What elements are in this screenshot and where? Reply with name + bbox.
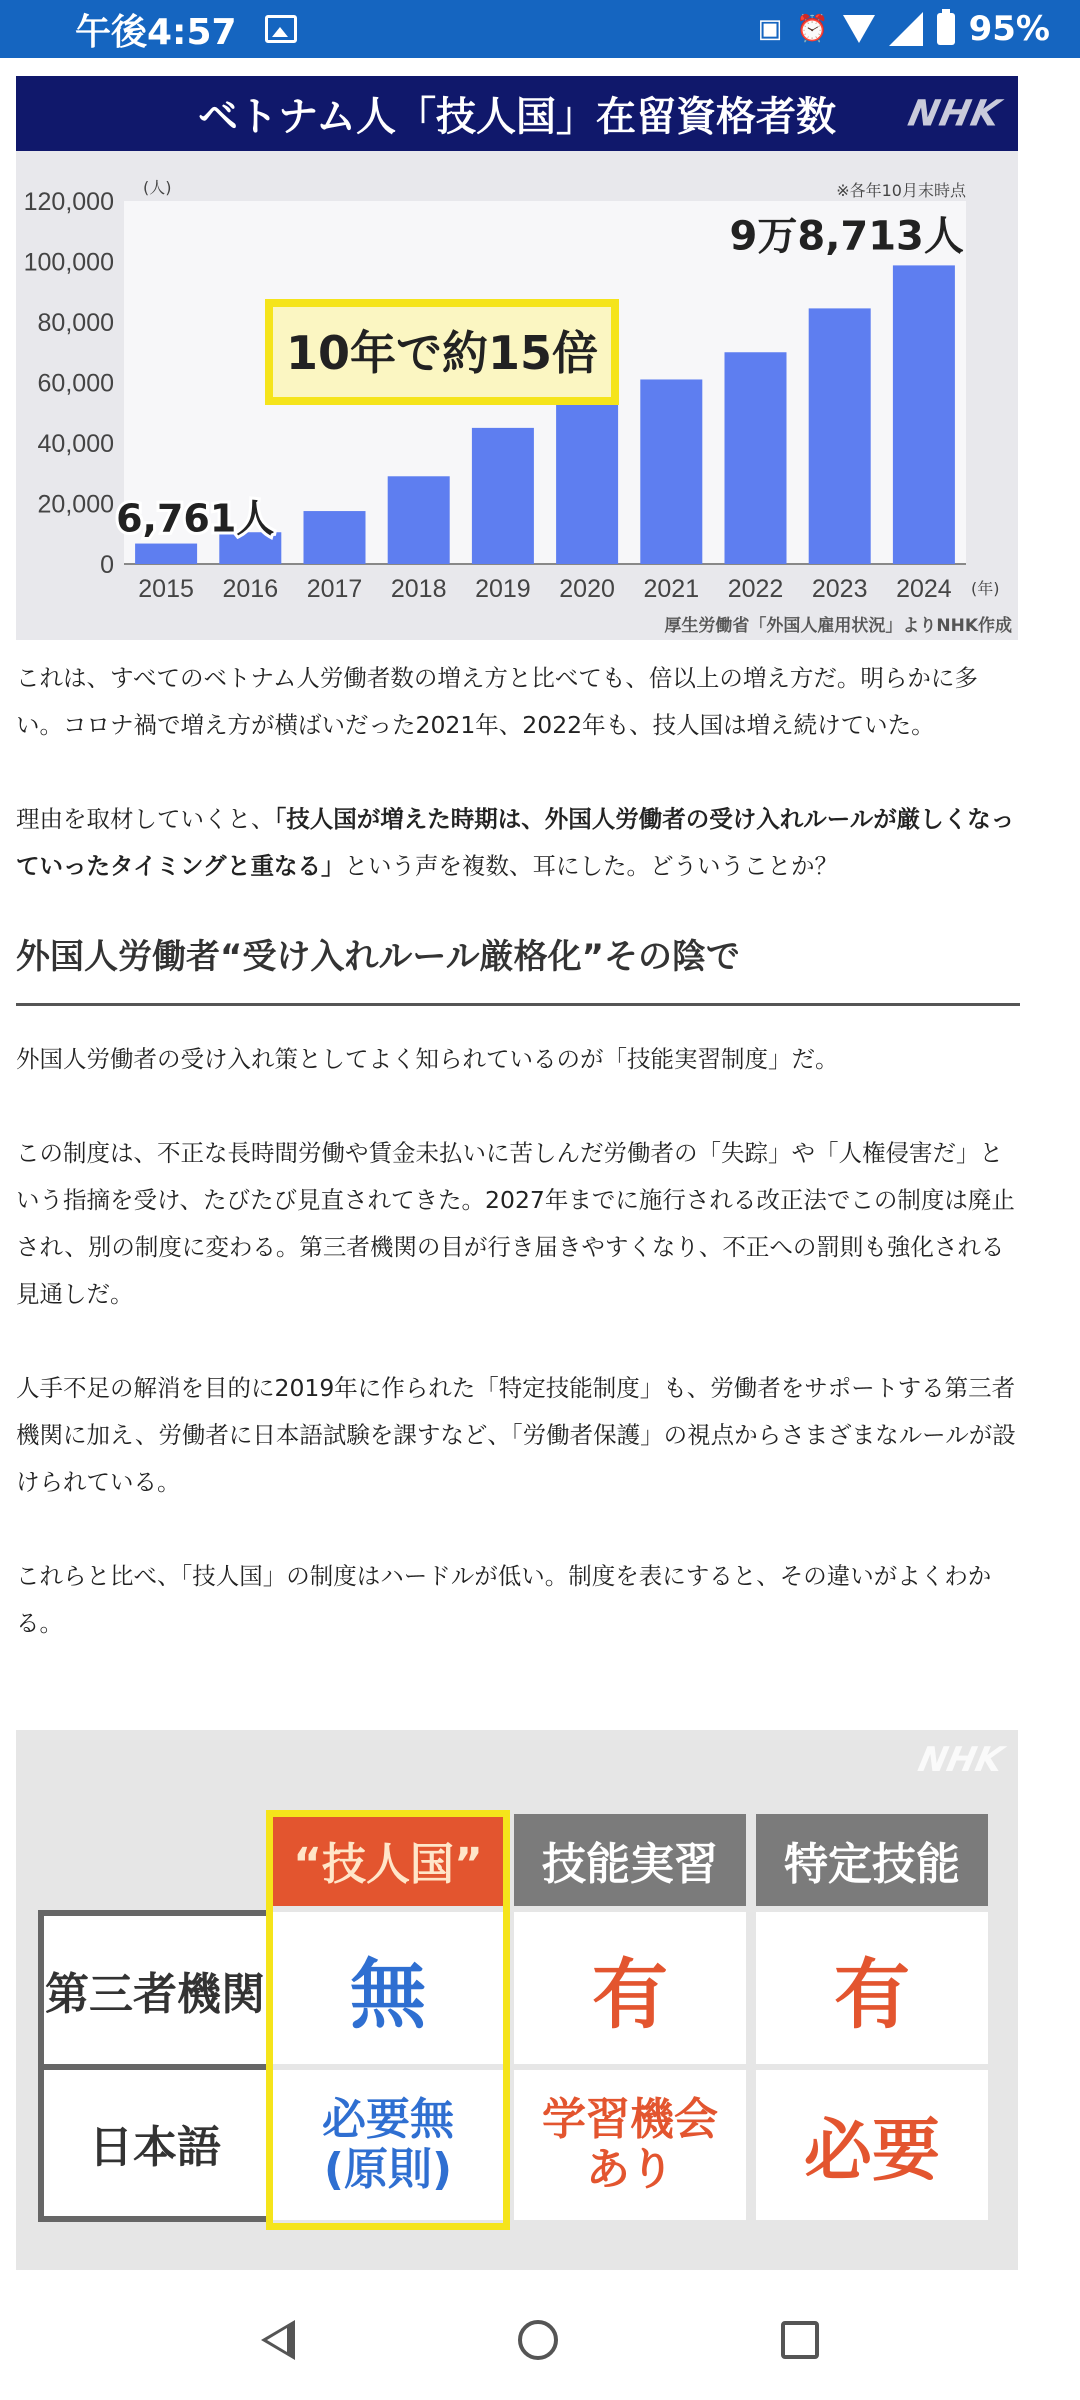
bar (893, 265, 955, 564)
row-label-japanese: 日本語 (44, 2070, 266, 2216)
cell-third-party-intern: 有 (514, 1912, 746, 2064)
recents-button[interactable] (781, 2321, 819, 2359)
x-tick-label: 2016 (222, 575, 279, 603)
bar (640, 379, 702, 564)
cell-japanese-skilled: 必要 (756, 2070, 988, 2220)
x-axis-unit: (年) (971, 579, 1000, 598)
last-value-label: 9万8,713人 (729, 213, 964, 260)
nhk-logo: NHK (914, 1740, 1007, 1780)
navigation-bar (0, 2280, 1080, 2400)
bar (304, 511, 366, 564)
callout-text: 10年で約15倍 (285, 326, 599, 380)
auto-hd-icon: ▣ (757, 14, 783, 44)
bar (725, 352, 787, 564)
battery-percent: 95% (968, 9, 1050, 49)
cell-third-party-skilled: 有 (756, 1912, 988, 2064)
cell-japanese-gijinkoku: 必要無 (原則) (272, 2070, 504, 2220)
bar-chart (16, 151, 1018, 640)
y-tick-label: 40,000 (37, 430, 114, 458)
home-button[interactable] (518, 2320, 558, 2360)
y-tick-label: 60,000 (37, 369, 114, 398)
comparison-table-image (16, 1730, 1018, 2270)
article-paragraph: これは、すべてのベトナム人労働者数の増え方と比べても、倍以上の増え方だ。明らかに多い。コロナ禍で増え方が横ばいだった2021年、2022年も、技人国は増え続けていた。 (16, 664, 978, 739)
status-bar (0, 0, 1080, 58)
status-time: 午後4:57 (75, 11, 237, 53)
nhk-logo: NHK (904, 93, 1005, 134)
first-value-label: 6,761人 (116, 496, 275, 541)
emphasis-quote: 「技人国が増えた時期は、外国人労働者の受け入れルールが厳しくなっていったタイミングと重なる」 (16, 805, 1015, 880)
row-label-third-party: 第三者機関 (44, 1916, 266, 2064)
article-paragraph: 人手不足の解消を目的に2019年に作られた「特定技能制度」も、労働者をサポートする第三者機関に加え、労働者に日本語試験を課すなど、「労働者保護」の視点からさまざまなルールが設けられている。 (16, 1374, 1016, 1496)
chart-header (16, 76, 1018, 151)
status-icons (758, 9, 1050, 49)
chart-title: ベトナム人「技人国」在留資格者数 (198, 94, 836, 140)
y-tick-label: 120,000 (23, 188, 114, 216)
cell-third-party-gijinkoku: 無 (272, 1912, 504, 2064)
x-tick-label: 2022 (727, 575, 784, 603)
cell-japanese-intern: 学習機会 あり (514, 2070, 746, 2220)
battery-icon (937, 13, 955, 45)
wifi-icon (843, 15, 875, 43)
paragraph-text: という声を複数、耳にした。どういうことか？ (344, 852, 839, 880)
section-heading: 外国人労働者“受け入れルール厳格化”その陰で (16, 933, 1020, 1006)
back-button[interactable] (261, 2320, 295, 2360)
x-tick-label: 2017 (306, 575, 363, 603)
article-paragraph (16, 796, 1020, 890)
bar (472, 428, 534, 564)
article-paragraph: 外国人労働者の受け入れ策としてよく知られているのが「技能実習制度」だ。 (16, 1045, 839, 1073)
article-paragraph: これらと比べ、「技人国」の制度はハードルが低い。制度を表にすると、その違いがよくわかる。 (16, 1562, 992, 1637)
y-tick-label: 0 (100, 551, 114, 579)
paragraph-text: 理由を取材していくと、 (16, 805, 275, 833)
y-tick-label: 100,000 (23, 248, 114, 277)
chart-image (16, 76, 1018, 640)
y-tick-label: 20,000 (37, 490, 114, 519)
bar (809, 308, 871, 564)
article-paragraph: この制度は、不正な長時間労働や賃金未払いに苦しんだ労働者の「失踪」や「人権侵害だ」という指摘を受け、たびたび見直されてきた。2027年までに施行される改正法でこの制度は廃止され、別の制度に変わる。第三者機関の目が行き届きやすくなり、不正への罰則も強化される見通しだ。 (16, 1139, 1015, 1308)
column-header-technical-intern: 技能実習 (514, 1814, 746, 1906)
x-tick-label: 2015 (138, 575, 194, 603)
column-header-gijinkoku: “技人国” (272, 1814, 504, 1906)
x-tick-label: 2020 (559, 575, 615, 603)
image-notification-icon (265, 15, 297, 43)
x-tick-label: 2024 (896, 575, 952, 603)
alarm-icon: ⏰ (796, 14, 829, 44)
signal-icon (889, 12, 923, 46)
x-tick-label: 2023 (811, 575, 868, 603)
bar (556, 401, 618, 564)
column-header-specified-skilled: 特定技能 (756, 1814, 988, 1906)
article-body (16, 655, 1020, 1694)
x-tick-label: 2019 (475, 575, 531, 603)
chart-note: ※各年10月末時点 (836, 181, 966, 200)
bar (388, 476, 450, 564)
y-axis-unit: (人) (143, 178, 172, 197)
x-tick-label: 2021 (643, 575, 700, 603)
bar (135, 544, 197, 564)
x-tick-label: 2018 (390, 575, 447, 603)
chart-source: 厚生労働省「外国人雇用状況」よりNHK作成 (664, 616, 1012, 636)
y-tick-label: 80,000 (37, 309, 114, 337)
